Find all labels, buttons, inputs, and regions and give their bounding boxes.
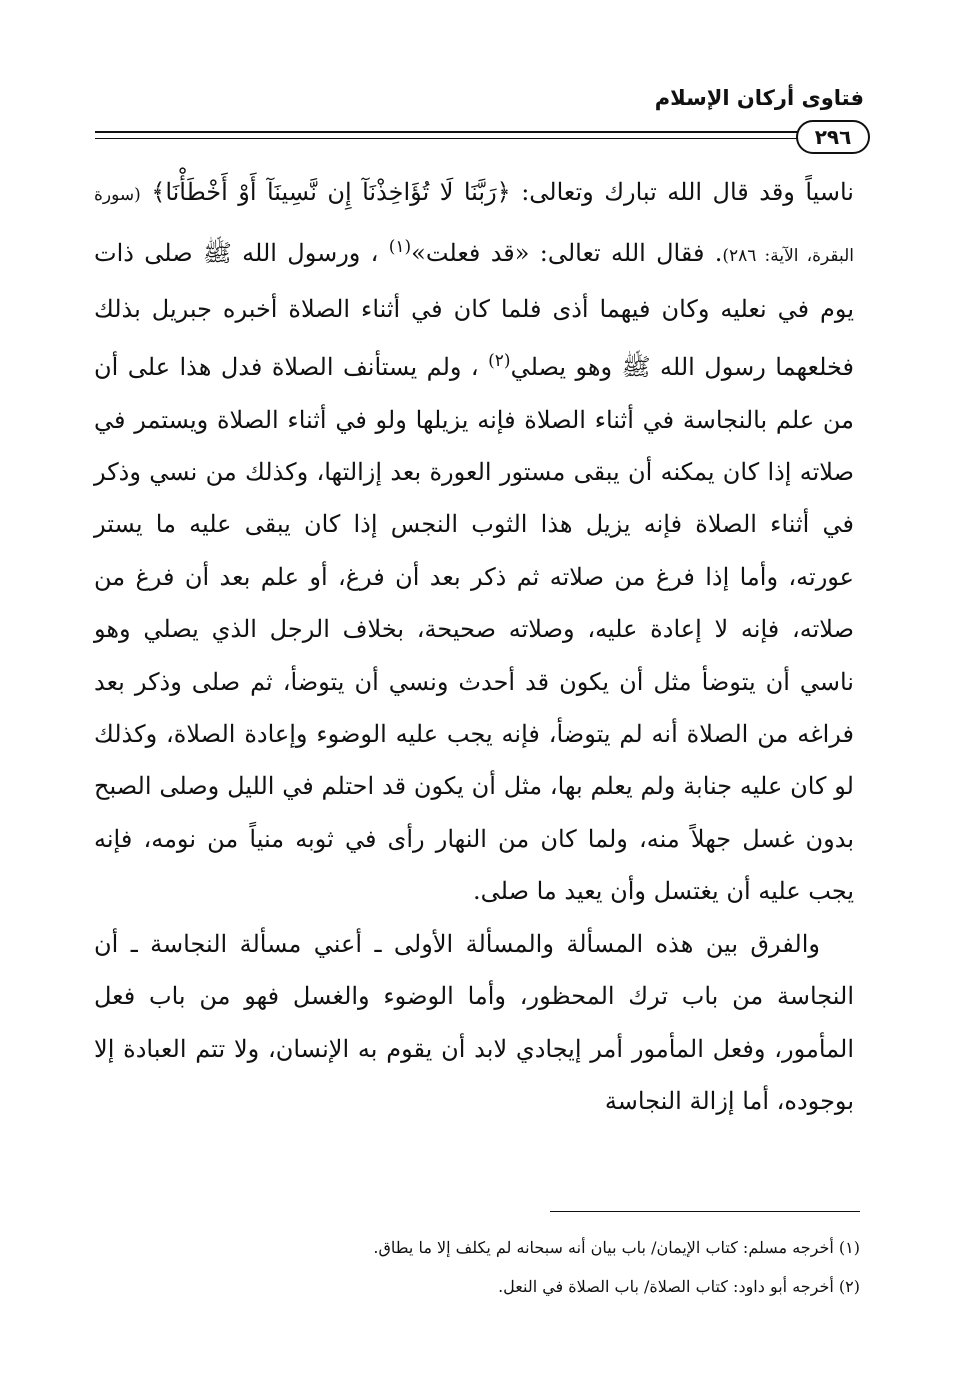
paragraph-1-intro: ناسياً وقد قال الله تبارك وتعالى: ﴿رَبَّنَا لَا تُؤَاخِذْنَآ إِن نَّسِينَآ أَوْ أَخْطَأْنَا﴾ [151,178,854,206]
footnote-1: (١) أخرجه مسلم: كتاب الإيمان/ باب بيان أنه سبحانه لم يكلف إلا ما يطاق. [373,1238,860,1257]
paragraph-1 [94,166,854,918]
running-header-title: فتاوى أركان الإسلام [654,86,864,110]
paragraph-1-rest: ، ولم يستأنف الصلاة فدل هذا على أن من علم بالنجاسة في أثناء الصلاة فإنه يزيلها ولو في أثناء الصلاة ويستمر في صلاته إذا كان يمكنه أن يبقى مستور العورة بعد إزالتها، وكذلك من نسي وذكر في أثناء الصلاة فإنه يزيل هذا الثوب النجس إذا كان يبقى عليه ما يستر عورته، وأما إذا فرغ من صلاته ثم ذكر بعد أن فرغ، أو علم بعد أن فرغ من صلاته، فإنه لا إعادة عليه، وصلاته صحيحة، بخلاف الرجل الذي يصلي وهو ناسي أن يتوضأ مثل أن يكون قد أحدث ونسي أن يتوضأ، ثم صلى وذكر بعد فراغه من الصلاة أنه لم يتوضأ، فإنه يجب عليه الوضوء وإعادة الصلاة، وكذلك لو كان عليه جنابة ولم يعلم بها، مثل أن يكون قد احتلم في الليل وصلى الصبح بدون غسل جهلاً منه، ولما كان من النهار رأى في ثوبه منياً من نومه، فإنه يجب عليه أن يغتسل وأن يعيد ما صلى. [94,353,854,906]
quran-reference: (سورة البقرة، الآية: ٢٨٦) [94,185,854,267]
footnote-ref-1[interactable]: (١) [388,237,412,258]
paragraph-1-mid: . فقال الله تعالى: «قد فعلت» [411,239,723,268]
footnote-ref-2[interactable]: (٢) [488,351,511,372]
body-text [94,166,854,1127]
footnotes [140,1228,860,1306]
page-number: ٢٩٦ [796,120,870,154]
header-rule-thin [95,138,817,139]
footnote-2: (٢) أخرجه أبو داود: كتاب الصلاة/ باب الصلاة في النعل. [498,1277,860,1296]
footnote-separator [550,1211,860,1212]
paragraph-2: والفرق بين هذه المسألة والمسألة الأولى ـ أعني مسألة النجاسة ـ أن النجاسة من باب ترك المحظور، وأما الوضوء والغسل فهو من باب فعل المأمور، وفعل المأمور أمر إيجادي لابد أن يقوم به الإنسان، ولا تتم العبادة إلا بوجوده، أما إزالة النجاسة [94,929,855,1115]
paragraph-1-cont: ، ورسول الله ﷺ صلى ذات يوم في نعليه وكان فيهما أذى فلما كان في أثناء الصلاة أخبره جبريل بذلك فخلعهما رسول الله ﷺ وهو يصلي [94,239,854,382]
header-rule [95,131,817,133]
